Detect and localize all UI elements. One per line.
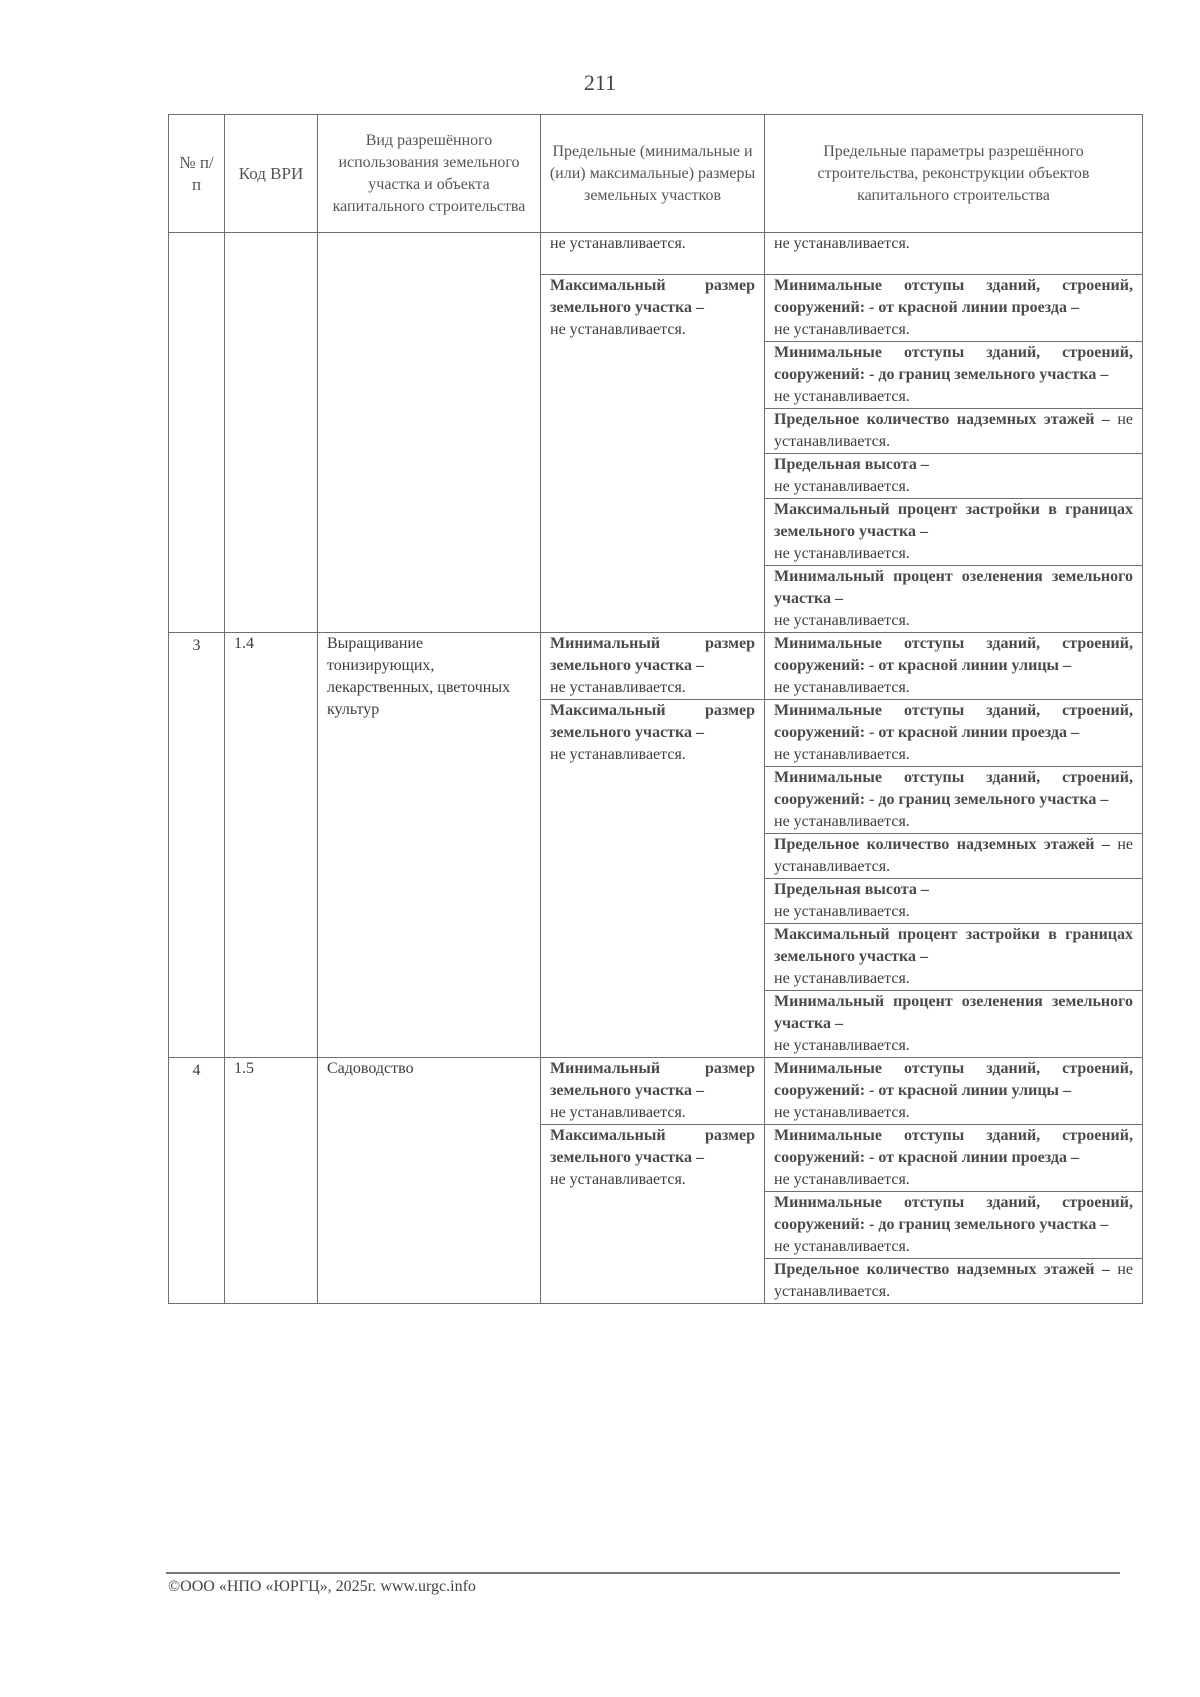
param-cell: Минимальные отступы зданий, строений, сооружений: - до границ земельного участка – не устанавливается. (765, 342, 1143, 409)
table-header-row (169, 115, 1143, 233)
param-cell: Минимальные отступы зданий, строений, сооружений: - от красной линии проезда – не устанавливается. (765, 1125, 1143, 1192)
cell-max-size: Максимальный размер земельного участка – не устанавливается. (541, 700, 765, 1058)
footer-divider (166, 1572, 1120, 1574)
cell-params-tail: не устанавливается. (765, 233, 1143, 275)
regulations-table (168, 114, 1143, 1304)
param-cell: Максимальный процент застройки в границах земельного участка – не устанавливается. (765, 499, 1143, 566)
param-cell: Предельная высота – не устанавливается. (765, 879, 1143, 924)
page-number: 211 (583, 70, 617, 95)
cell-num: 3 (169, 633, 225, 1058)
param-cell: Минимальные отступы зданий, строений, сооружений: - от красной линии улицы – не устанавливается. (765, 1058, 1143, 1125)
cell-vri: Выращивание тонизирующих, лекарственных, цветочных культур (318, 633, 541, 1058)
cell-sizes-tail: не устанавливается. (541, 233, 765, 275)
cell-min-size: Минимальный размер земельного участка – не устанавливается. (541, 633, 765, 700)
cell-max-size: Максимальный размер земельного участка – не устанавливается. (541, 275, 765, 633)
cell-vri (318, 233, 541, 633)
param-cell: Минимальные отступы зданий, строений, сооружений: - от красной линии проезда – не устанавливается. (765, 700, 1143, 767)
cell-min-size: Минимальный размер земельного участка – не устанавливается. (541, 1058, 765, 1125)
param-cell: Минимальные отступы зданий, строений, сооружений: - от красной линии улицы – не устанавливается. (765, 633, 1143, 700)
table-row (169, 1058, 1143, 1125)
param-cell: Предельная высота – не устанавливается. (765, 454, 1143, 499)
cell-code: 1.4 (225, 633, 318, 1058)
param-cell: Предельное количество надземных этажей – не устанавливается. (765, 834, 1143, 879)
header-params: Предельные параметры разрешённого строительства, реконструкции объектов капитального строительства (765, 115, 1143, 233)
cell-max-size: Максимальный размер земельного участка – не устанавливается. (541, 1125, 765, 1304)
param-cell: Предельное количество надземных этажей – не устанавливается. (765, 409, 1143, 454)
footer-copyright: ©ООО «НПО «ЮРГЦ», 2025г. www.urgc.info (168, 1578, 476, 1595)
header-code: Код ВРИ (225, 115, 318, 233)
table-row (169, 633, 1143, 700)
param-cell: Минимальный процент озеленения земельного участка – не устанавливается. (765, 991, 1143, 1058)
param-cell: Минимальные отступы зданий, строений, сооружений: - до границ земельного участка – не устанавливается. (765, 767, 1143, 834)
param-cell: Минимальные отступы зданий, строений, сооружений: - от красной линии проезда – не устанавливается. (765, 275, 1143, 342)
header-num: № п/п (169, 115, 225, 233)
table-row (169, 233, 1143, 275)
cell-vri: Садоводство (318, 1058, 541, 1304)
param-cell: Предельное количество надземных этажей – не устанавливается. (765, 1259, 1143, 1304)
cell-code (225, 233, 318, 633)
header-vri: Вид разрешённого использования земельного участка и объекта капитального строительства (318, 115, 541, 233)
cell-num (169, 233, 225, 633)
param-cell: Максимальный процент застройки в границах земельного участка – не устанавливается. (765, 924, 1143, 991)
header-sizes: Предельные (минимальные и (или) максимальные) размеры земельных участков (541, 115, 765, 233)
cell-code: 1.5 (225, 1058, 318, 1304)
param-cell: Минимальный процент озеленения земельного участка – не устанавливается. (765, 566, 1143, 633)
cell-num: 4 (169, 1058, 225, 1304)
param-cell: Минимальные отступы зданий, строений, сооружений: - до границ земельного участка – не устанавливается. (765, 1192, 1143, 1259)
